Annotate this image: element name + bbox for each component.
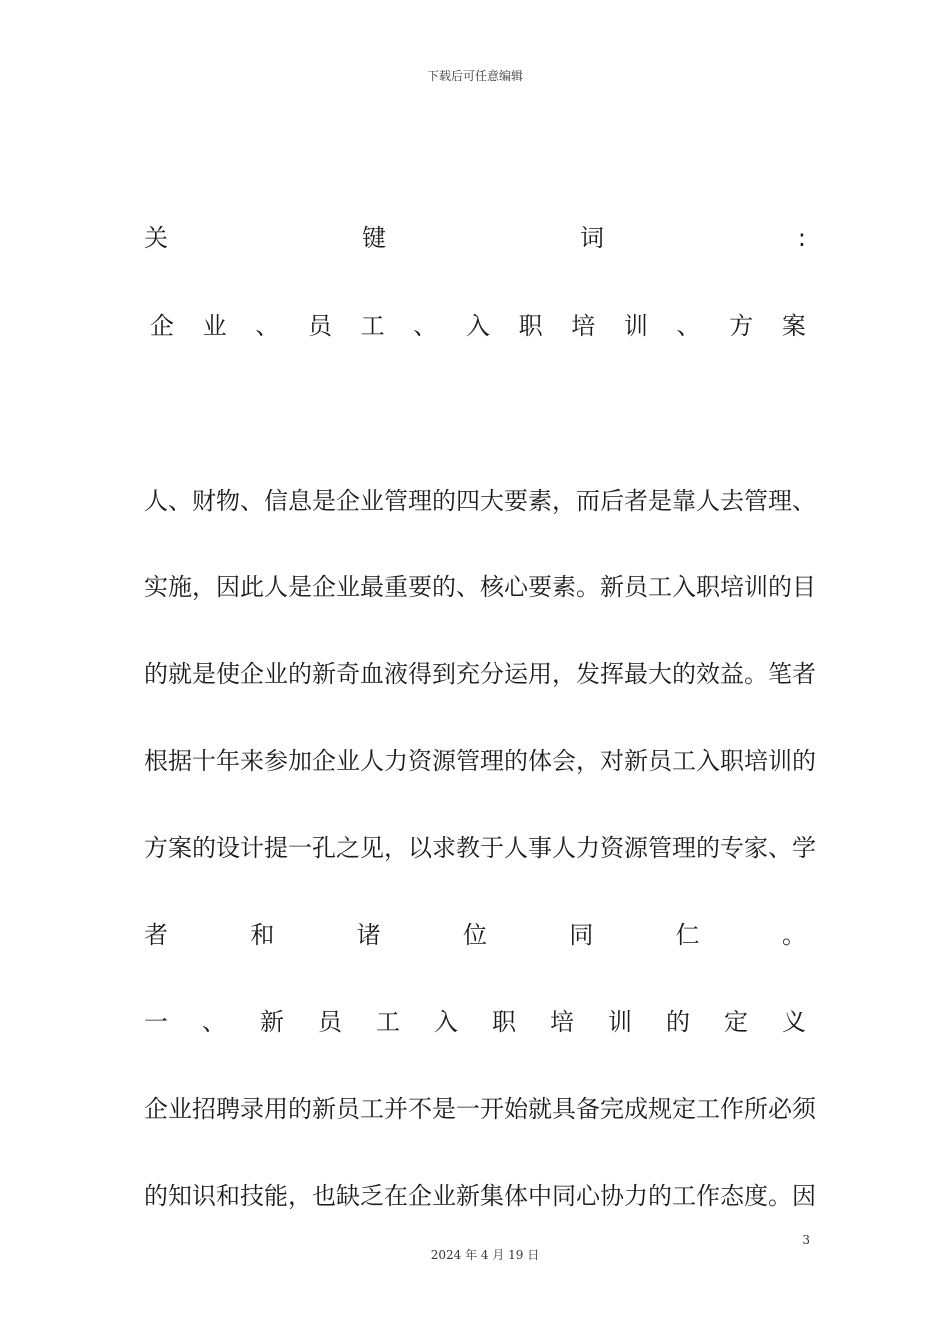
paragraph-line: 的就是使企业的新奇血液得到充分运用，发挥最大的效益。笔者 [144,660,816,688]
keywords-char: : [797,224,806,252]
paragraph-line: 人、财物、信息是企业管理的四大要素，而后者是靠人去管理、 [144,487,816,515]
paragraph-char: 和 [250,921,275,949]
paragraph-char: 仁 [675,921,700,949]
heading-char: 的 [666,1008,690,1036]
keyword-char: 企 [150,312,174,340]
keyword-char: 培 [571,312,596,340]
section-paragraph-line: 的知识和技能，也缺乏在企业新集体中同心协力的工作态度。因 [144,1182,816,1210]
keywords-char: 键 [361,224,386,252]
keyword-char: 案 [781,312,806,340]
keyword-char: 、 [676,312,701,340]
heading-char: 职 [492,1008,516,1036]
keyword-char: 职 [518,312,543,340]
heading-char: 一 [144,1008,168,1036]
keyword-char: 方 [729,312,754,340]
paragraph-char: 诸 [356,921,381,949]
heading-char: 培 [550,1008,574,1036]
heading-char: 工 [376,1008,400,1036]
paragraph-line: 实施，因此人是企业最重要的、核心要素。新员工入职培训的目 [144,573,816,601]
keyword-char: 、 [255,312,280,340]
keyword-char: 工 [360,312,385,340]
keywords-char: 词 [579,224,604,252]
page-number: 3 [802,1233,810,1247]
paragraph-line: 方案的设计提一孔之见，以求教于人事人力资源管理的专家、学 [144,834,816,862]
keyword-char: 入 [465,312,490,340]
paragraph-char: 位 [462,921,487,949]
paragraph-last-line [144,920,806,950]
keyword-char: 、 [413,312,438,340]
paragraph-line: 根据十年来参加企业人力资源管理的体会，对新员工入职培训的 [144,747,816,775]
section-paragraph-line: 企业招聘录用的新员工并不是一开始就具备完成规定工作所必须 [144,1095,816,1123]
keyword-char: 训 [623,312,648,340]
heading-char: 员 [318,1008,342,1036]
page-header: 下载后可任意编辑 [426,69,523,83]
heading-char: 新 [260,1008,284,1036]
heading-char: 义 [782,1008,806,1036]
keywords-label-line [144,223,806,253]
heading-char: 、 [202,1008,226,1036]
heading-char: 训 [608,1008,632,1036]
paragraph-char: 。 [781,921,806,949]
section-heading [144,1007,806,1037]
paragraph-char: 同 [569,921,594,949]
page-footer-date: 2024 年 4 月 19 日 [430,1248,540,1262]
heading-char: 定 [724,1008,748,1036]
keywords-char: 关 [144,224,168,252]
keyword-char: 业 [202,312,227,340]
heading-char: 入 [434,1008,458,1036]
keywords-list-line [150,311,806,341]
keyword-char: 员 [307,312,332,340]
paragraph-char: 者 [144,921,168,949]
